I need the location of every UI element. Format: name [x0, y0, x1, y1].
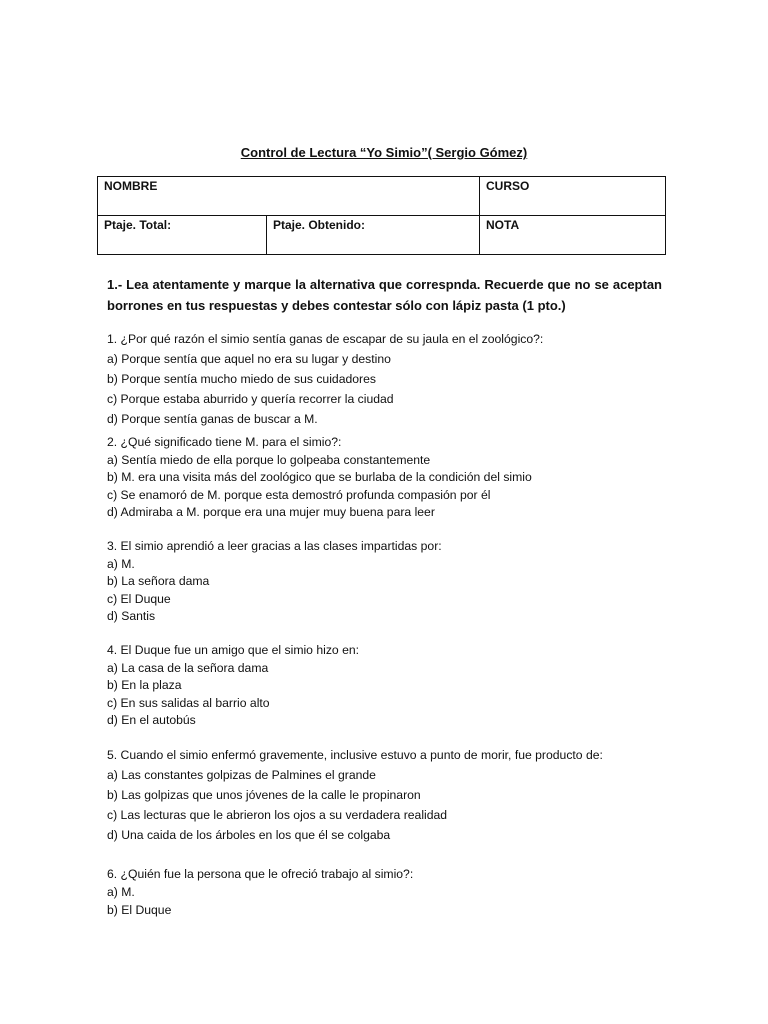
document-title	[0, 145, 768, 160]
option-a[interactable]: a) M.	[107, 885, 135, 899]
option-b[interactable]: b) Porque sentía mucho miedo de sus cuidadores	[107, 372, 376, 386]
option-a[interactable]: a) La casa de la señora dama	[107, 660, 269, 675]
option-a[interactable]: a) Porque sentía que aquel no era su lugar y destino	[107, 352, 391, 366]
option-d[interactable]: d) Una caida de los árboles en los que él se colgaba	[107, 828, 391, 842]
option-d[interactable]: d) En el autobús	[107, 713, 196, 727]
question-text: 6. ¿Quién fue la persona que le ofreció trabajo al simio?:	[107, 867, 414, 881]
option-a[interactable]: a) Sentía miedo de ella porque lo golpeaba constantemente	[107, 452, 431, 467]
option-d[interactable]: d) Admiraba a M. porque era una mujer muy buena para leer	[107, 505, 435, 519]
option-c[interactable]: c) Porque estaba aburrido y quería recorrer la ciudad	[107, 392, 394, 406]
option-d[interactable]: d) Santis	[107, 609, 156, 623]
option-b[interactable]: b) M. era una visita más del zoológico que se burlaba de la condición del simio	[107, 470, 532, 484]
option-d[interactable]: d) Porque sentía ganas de buscar a M.	[107, 412, 318, 426]
document-title-text: Control de Lectura “Yo Simio”( Sergio Gómez)	[240, 145, 528, 160]
question-text: 3. El simio aprendió a leer gracias a las clases impartidas por:	[107, 539, 442, 553]
option-c[interactable]: c) El Duque	[107, 591, 171, 606]
option-b[interactable]: b) La señora dama	[107, 574, 210, 588]
instructions: 1.- Lea atentamente y marque la alternativa que correspnda. Recuerde que no se aceptan borrones en tus respuestas y debes contestar sólo con lápiz pasta (1 pto.)	[107, 277, 662, 313]
question-6	[107, 865, 667, 919]
question-5	[107, 745, 667, 845]
option-c[interactable]: c) Se enamoró de M. porque esta demostró profunda compasión por él	[107, 487, 491, 502]
curso-field[interactable]: CURSO	[480, 177, 666, 216]
question-4	[107, 642, 667, 730]
nombre-field[interactable]: NOMBRE	[98, 177, 480, 216]
option-b[interactable]: b) El Duque	[107, 903, 172, 917]
question-text: 2. ¿Qué significado tiene M. para el simio?:	[107, 435, 342, 449]
nota-field[interactable]: NOTA	[480, 216, 666, 255]
option-c[interactable]: c) En sus salidas al barrio alto	[107, 695, 270, 710]
ptaje-total-field[interactable]: Ptaje. Total:	[98, 216, 267, 255]
option-a[interactable]: a) Las constantes golpizas de Palmines el grande	[107, 768, 376, 782]
question-1	[107, 329, 667, 429]
question-2	[107, 434, 667, 522]
option-c[interactable]: c) Las lecturas que le abrieron los ojos a su verdadera realidad	[107, 808, 448, 822]
option-b[interactable]: b) En la plaza	[107, 678, 182, 692]
question-text: 5. Cuando el simio enfermó gravemente, inclusive estuvo a punto de morir, fue producto de:	[107, 748, 603, 762]
question-text: 4. El Duque fue un amigo que el simio hizo en:	[107, 643, 360, 657]
question-3	[107, 538, 667, 626]
question-text: 1. ¿Por qué razón el simio sentía ganas de escapar de su jaula en el zoológico?:	[107, 332, 544, 346]
student-info-table	[97, 176, 666, 255]
option-b[interactable]: b) Las golpizas que unos jóvenes de la calle le propinaron	[107, 788, 421, 802]
ptaje-obtenido-field[interactable]: Ptaje. Obtenido:	[267, 216, 480, 255]
option-a[interactable]: a) M.	[107, 556, 135, 571]
